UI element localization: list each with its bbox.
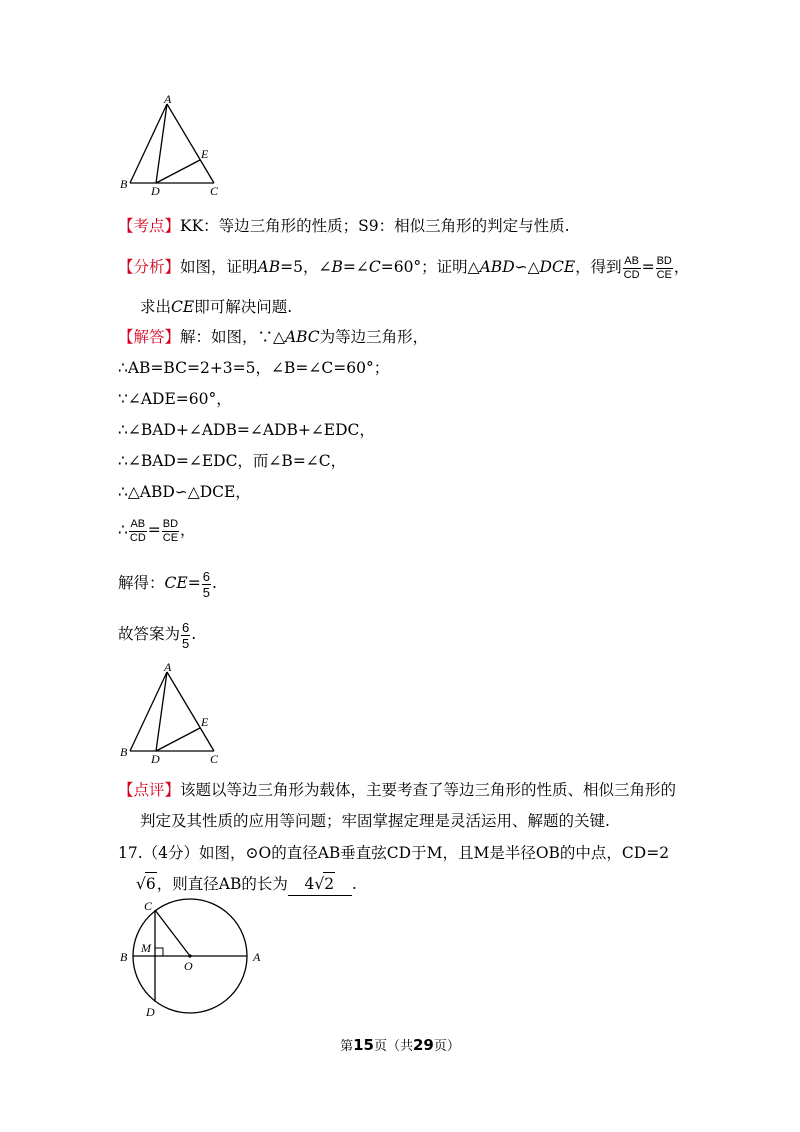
fenxi-text: ， (673, 258, 690, 276)
jieda-text: 故答案为 (118, 625, 181, 643)
label-C: C (144, 899, 153, 913)
fenxi-text: 求出 (140, 298, 172, 316)
fraction-bd-ce (162, 518, 179, 545)
label-B: B (120, 745, 128, 759)
triangle-figure-mid (118, 660, 228, 764)
answer-text: 4 (304, 875, 315, 893)
jieda-line-1 (118, 326, 428, 348)
fenxi-text: C (368, 258, 381, 276)
label-M: M (141, 941, 151, 955)
dianping-line-2: 判定及其性质的应用等问题；牢固掌握定理是灵活运用、解题的关键. (140, 812, 610, 830)
label-C: C (210, 752, 219, 764)
triangle-figure-top (118, 92, 228, 196)
dianping-text: 该题以等边三角形为载体，主要考查了等边三角形的性质、相似三角形的 (180, 781, 677, 799)
jieda-line-7 (118, 515, 196, 545)
equals-sign: = (147, 521, 161, 539)
fraction-6-5 (181, 620, 190, 651)
equals-sign: = (641, 258, 655, 276)
jieda-line-9 (118, 617, 196, 651)
frac-num: AB (130, 517, 146, 530)
jieda-text: ABC (284, 328, 320, 346)
frac-den: CD (129, 531, 146, 544)
frac-den: CE (656, 268, 672, 281)
label-A: A (253, 950, 261, 964)
label-D: D (146, 1005, 155, 1019)
page-number: 15 (353, 1036, 374, 1054)
answer-blank (288, 872, 352, 896)
label-B: B (120, 177, 128, 191)
fenxi-line-1 (118, 252, 689, 282)
fenxi-text: DCE (539, 258, 576, 276)
label-B: B (120, 950, 128, 964)
jieda-line-5: ∴∠BAD=∠EDC，而∠B=∠C， (118, 452, 347, 470)
fenxi-text: =60°；证明△ (380, 258, 480, 276)
q17-line-2 (136, 872, 357, 896)
frac-den: CE (162, 531, 179, 544)
label-E: E (201, 715, 209, 729)
fenxi-text: ，得到 (575, 258, 622, 276)
jieda-line-6: ∴△ABD∽△DCE， (118, 483, 251, 501)
equals-sign: = (187, 574, 201, 592)
jieda-text: . (191, 625, 197, 643)
fenxi-text: CE (171, 298, 195, 316)
page-footer (0, 1035, 800, 1054)
fenxi-text: 如图，证明 (180, 258, 258, 276)
label-D: D (151, 184, 160, 196)
page-total: 29 (413, 1036, 434, 1054)
frac-num: 6 (202, 568, 210, 584)
jieda-text: . (211, 574, 217, 592)
kaodian-tag: 【考点】 (118, 217, 181, 235)
q17-line-1: 17.（4分）如图，⊙O的直径AB垂直弦CD于M，且M是半径OB的中点，CD=2 (118, 844, 670, 862)
fraction-bd-ce (656, 255, 673, 282)
jieda-tag: 【解答】 (118, 328, 181, 346)
label-C: C (210, 184, 219, 196)
fenxi-text: 即可解决问题. (194, 298, 293, 316)
radicand: 2 (323, 872, 335, 895)
kaodian-line (118, 215, 570, 237)
fenxi-text: =∠ (342, 258, 369, 276)
jieda-text: 解：如图，∵△ (180, 328, 285, 346)
circle-figure (115, 898, 275, 1023)
jieda-text: ， (180, 521, 196, 539)
q17-text: . (351, 875, 357, 893)
label-A: A (164, 92, 172, 106)
jieda-line-8 (118, 566, 217, 600)
jieda-text: 解得： (118, 574, 165, 592)
kaodian-text: KK：等边三角形的性质；S9：相似三角形的判定与性质. (180, 217, 570, 235)
frac-num: BD (162, 517, 179, 530)
label-E: E (201, 147, 209, 161)
jieda-line-4: ∴∠BAD+∠ADB=∠ADB+∠EDC， (118, 421, 375, 439)
jieda-text: ∴ (118, 521, 128, 539)
label-O: O (184, 959, 193, 973)
fenxi-line-2 (140, 296, 292, 318)
q17-text: ，则直径AB的长为 (156, 875, 288, 893)
jieda-text: CE (164, 574, 188, 592)
footer-text: 第 (340, 1039, 354, 1054)
jieda-line-2: ∴AB=BC=2+3=5，∠B=∠C=60°； (118, 359, 390, 377)
fenxi-text: B (331, 258, 343, 276)
fenxi-text: AB (257, 258, 281, 276)
radicand: 6 (145, 872, 157, 895)
frac-num: 6 (182, 619, 190, 635)
dianping-line-1 (118, 779, 676, 801)
frac-num: AB (624, 254, 639, 267)
sqrt-sign: √ (136, 875, 146, 893)
frac-den: 5 (182, 635, 190, 651)
footer-text: 页（共 (373, 1039, 413, 1054)
label-A: A (164, 660, 172, 674)
fenxi-text: =5，∠ (280, 258, 332, 276)
frac-num: BD (656, 254, 672, 267)
dianping-tag: 【点评】 (118, 781, 181, 799)
frac-den: 5 (202, 584, 210, 600)
footer-text: 页） (433, 1039, 460, 1054)
frac-den: CD (623, 268, 640, 281)
fenxi-tag: 【分析】 (118, 258, 181, 276)
fenxi-text: ∽△ (514, 258, 540, 276)
fraction-ab-cd (623, 255, 641, 282)
fraction-ab-cd (129, 518, 147, 545)
jieda-text: 为等边三角形， (319, 328, 429, 346)
fraction-6-5 (202, 569, 211, 600)
sqrt-sign: √ (314, 875, 325, 893)
jieda-line-3: ∵∠ADE=60°， (118, 390, 232, 408)
label-D: D (151, 752, 160, 764)
fenxi-text: ABD (479, 258, 515, 276)
